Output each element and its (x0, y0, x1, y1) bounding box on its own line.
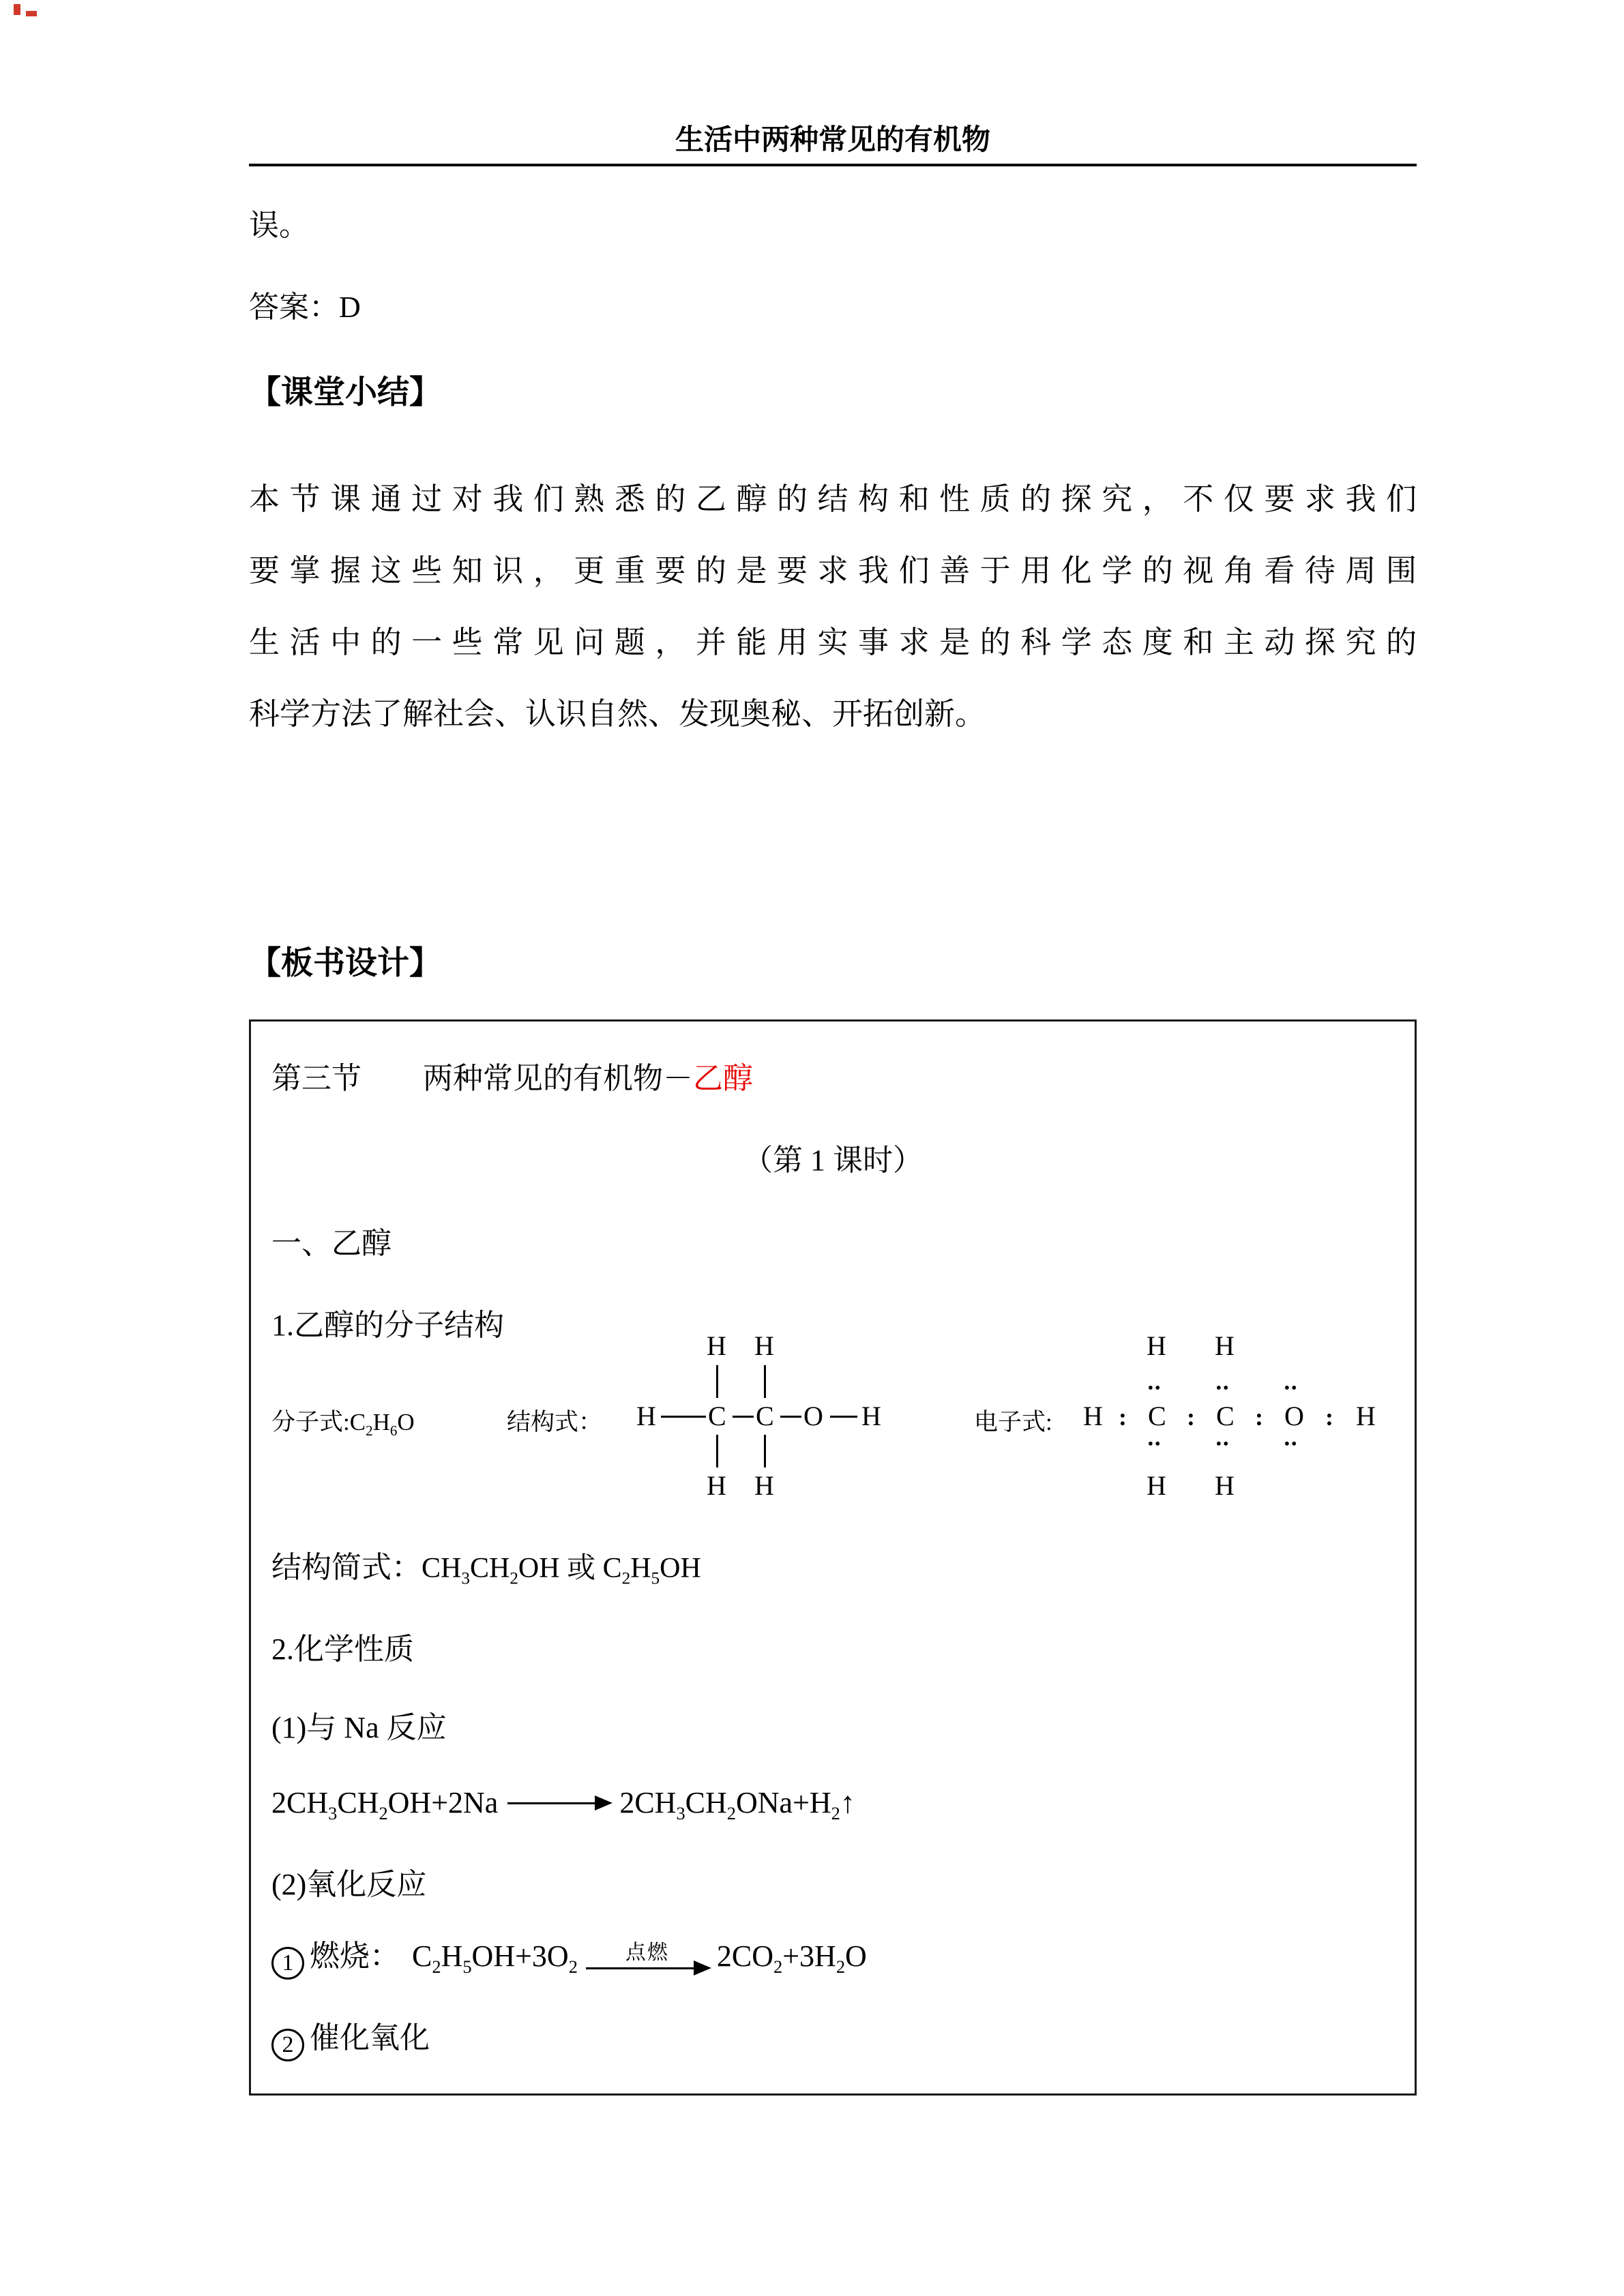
board-title-section: 第三节 (271, 1062, 361, 1095)
catalytic-oxidation-line (271, 2021, 430, 2061)
summary-line: 要掌握这些知识，更重要的是要求我们善于用化学的视角看待周围 (249, 554, 1417, 588)
header-divider (249, 164, 1417, 166)
summary-line: 科学方法了解社会、认识自然、发现奥秘、开拓创新。 (249, 697, 986, 731)
reaction-arrow (507, 1802, 610, 1804)
atom-h: H (707, 1330, 726, 1361)
board-heading-oxidation: (2)氧化反应 (271, 1868, 427, 1901)
atom-c: C (1148, 1401, 1166, 1431)
formula-row (271, 1322, 1404, 1533)
arrow-shaft (586, 1967, 709, 1969)
lone-pair-dots: •• (1147, 1380, 1162, 1397)
lone-pair-dots: •• (1215, 1435, 1230, 1453)
atom-o: O (803, 1401, 823, 1431)
board-title-red: 乙醇 (693, 1062, 753, 1095)
summary-line: 生活中的一些常见问题，并能用实事求是的科学态度和主动探究的 (249, 625, 1417, 659)
equation-right: $2CH_3CH_2ONa+H_2↑$ (619, 1786, 855, 1823)
ignition-arrow (586, 1941, 709, 1969)
catalytic-oxidation-label: 催化氧化 (310, 2021, 430, 2055)
bond-horizontal (661, 1416, 706, 1418)
equation-left: $C_2H_5OH+3O_2$ (412, 1939, 578, 1977)
board-design-heading: 【板书设计】 (249, 946, 441, 981)
bond-pair: : (1255, 1403, 1263, 1431)
board-design-box (249, 1019, 1417, 2096)
bond-vertical (716, 1365, 718, 1398)
bond-horizontal (733, 1416, 754, 1418)
structural-formula-diagram (636, 1332, 896, 1510)
bond-horizontal (780, 1416, 801, 1418)
equation-right: $2CO_2+3H_2O$ (716, 1939, 867, 1977)
atom-h: H (1356, 1401, 1376, 1431)
board-title-main: 两种常见的有机物－ (423, 1062, 693, 1095)
atom-h: H (861, 1401, 881, 1431)
answer-text: 答案：D (249, 290, 361, 324)
equation-combustion (271, 1939, 867, 1980)
circled-number-1: 1 (271, 1947, 304, 1980)
stray-text: 误。 (249, 209, 309, 242)
bond-pair: : (1187, 1403, 1195, 1431)
atom-h: H (1147, 1470, 1166, 1501)
atom-h: H (1215, 1330, 1235, 1361)
atom-h: H (754, 1330, 774, 1361)
atom-h: H (707, 1470, 726, 1501)
atom-h: H (1083, 1401, 1103, 1431)
summary-heading: 【课堂小结】 (249, 375, 441, 411)
lone-pair-dots: •• (1215, 1380, 1230, 1397)
atom-h: H (636, 1401, 656, 1431)
atom-c: C (708, 1401, 726, 1431)
board-heading-na-reaction: (1)与 Na 反应 (271, 1711, 447, 1744)
summary-line: 本节课通过对我们熟悉的乙醇的结构和性质的探究，不仅要求我们 (249, 482, 1417, 516)
structural-formula-label: 结构式： (507, 1409, 603, 1435)
bond-horizontal (830, 1416, 857, 1418)
corner-red-artifact (12, 3, 44, 26)
board-heading-chemical-properties: 2.化学性质 (271, 1632, 414, 1666)
atom-c: C (1216, 1401, 1235, 1431)
molecular-formula-label: 分子式: (271, 1409, 350, 1435)
lone-pair-dots: •• (1147, 1435, 1162, 1453)
board-heading-ethanol: 一、乙醇 (271, 1227, 392, 1260)
equation-left: $2CH_3CH_2OH+2Na$ (271, 1786, 499, 1823)
equation-na-reaction (271, 1785, 855, 1821)
bond-pair: : (1325, 1403, 1333, 1431)
board-subtitle: （第 1 课时） (743, 1144, 923, 1177)
atom-c: C (756, 1401, 774, 1431)
atom-h: H (1147, 1330, 1166, 1361)
lone-pair-dots: •• (1284, 1380, 1299, 1397)
ignition-condition-label: 点燃 (625, 1941, 669, 1965)
molecular-formula-value: $C_2H_6O$ (349, 1409, 415, 1439)
atom-h: H (754, 1470, 774, 1501)
page-header-title: 生活中两种常见的有机物 (675, 125, 990, 156)
simplified-formula-label: 结构简式： (271, 1551, 422, 1584)
circled-number-2: 2 (271, 2029, 304, 2061)
simplified-formula-value: $CH_3CH_2OH$ 或 $C_2H_5OH$ (422, 1553, 701, 1588)
molecular-formula-group (271, 1403, 415, 1437)
bond-vertical (764, 1435, 766, 1467)
bond-vertical (716, 1435, 718, 1467)
board-title (271, 1061, 753, 1097)
combustion-label: 燃烧： (310, 1939, 400, 1973)
electronic-formula-label: 电子式: (974, 1409, 1052, 1435)
electronic-formula-diagram (1083, 1332, 1383, 1510)
atom-o: O (1284, 1401, 1304, 1431)
board-heading-molecular-structure: 1.乙醇的分子结构 (271, 1309, 504, 1342)
atom-h: H (1215, 1470, 1235, 1501)
bond-vertical (764, 1365, 766, 1398)
simplified-formula-group (271, 1550, 701, 1586)
lone-pair-dots: •• (1284, 1435, 1299, 1453)
bond-pair: : (1119, 1403, 1127, 1431)
